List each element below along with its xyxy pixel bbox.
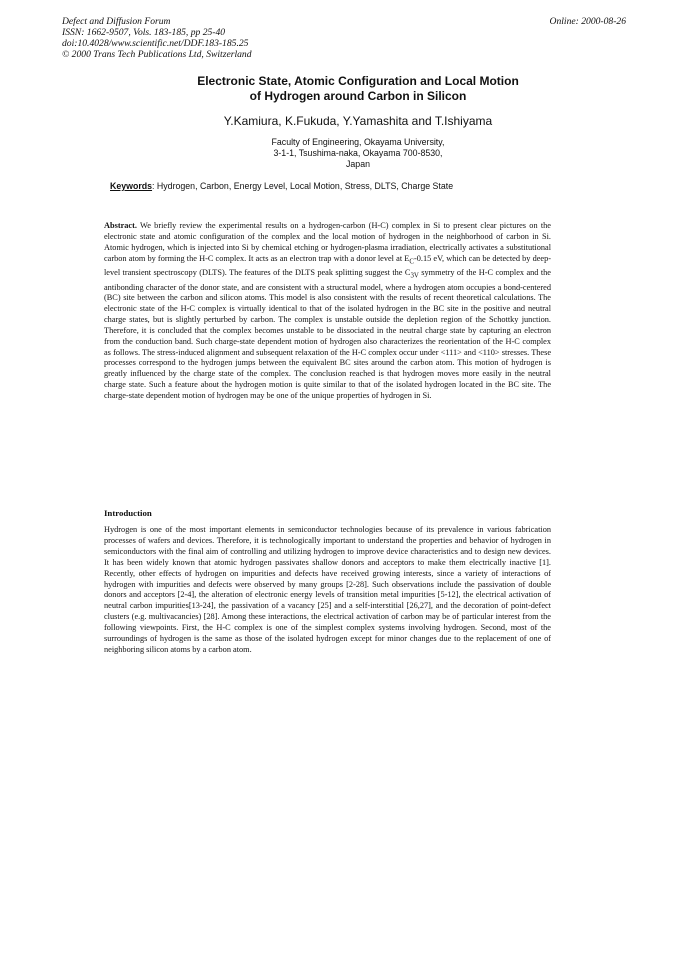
affiliation-line-2: 3-1-1, Tsushima-naka, Okayama 700-8530,: [273, 148, 443, 158]
author-list: Y.Kamiura, K.Fukuda, Y.Yamashita and T.Ishiyama: [223, 114, 493, 128]
introduction-text: Hydrogen is one of the most important elements in semiconductor technologies because of its prevalence in various fabrication processes of wafers and devices. Therefore, it is technologically important to understand the properties and behavior of hydrogen in semiconductors with the final aim of controlling and utilizing hydrogen to improve device characteristics and to design new devices. It has been widely known that atomic hydrogen passivates shallow donors and acceptors to make them electrically inactive [1]. Recently, other effects of hydrogen on impurities and defects have received growing interests, since a variety of interactions of hydrogen with impurities and defects were observed by many groups [2-28]. Such observations include the passivation of double donors and acceptors [2-4], the alteration of electronic energy levels of transition metal impurities [5-12], the electrical activation of neutral carbon impurities[13-24], the passivation of a vacancy [25] and a self-interstitial [26,27], and the decoration of point-defect clusters (e.g. multivacancies) [28]. Among these interactions, the electrical activation of carbon may be of particular interest from the following viewpoints. First, the H-C complex is one of the simplest complex systems involving hydrogen. Second, most of the surroundings of hydrogen is the same as those of the isolated hydrogen except for minor changes due to the replacement of one of neighboring silicon atoms by a carbon atom.: [104, 525, 551, 654]
keywords: [110, 181, 610, 192]
abstract-text-a: We briefly review the experimental results on a hydrogen-carbon (H-C) complex in Si to present clear pictures on the electronic state and atomic configuration of the complex and the local motion of hydrogen in the neighborhood of carbon in Si. Atomic hydrogen, which is injected into Si by chemical etching or hydrogen-plasma irradiation, electrically activates a substitutional carbon atom by forming the H-C complex. It acts as an electron trap with a donor level at E: [104, 221, 551, 263]
doi-line: doi:10.4028/www.scientific.net/DDF.183-185.25: [62, 38, 249, 49]
paper-title: [100, 74, 616, 104]
copyright-line: © 2000 Trans Tech Publications Ltd, Switzerland: [62, 49, 252, 60]
title-line-1: Electronic State, Atomic Configuration and Local Motion: [197, 74, 519, 88]
introduction-heading: Introduction: [104, 508, 152, 518]
keywords-text: : Hydrogen, Carbon, Energy Level, Local Motion, Stress, DLTS, Charge State: [152, 181, 454, 191]
online-date: Online: 2000-08-26: [549, 16, 626, 27]
abstract: [104, 221, 551, 402]
journal-name: Defect and Diffusion Forum: [62, 16, 171, 27]
title-line-2: of Hydrogen around Carbon in Silicon: [249, 89, 467, 103]
c3v-subscript: 3V: [410, 272, 419, 280]
affiliation-line-1: Faculty of Engineering, Okayama University,: [271, 137, 445, 147]
affiliation: [200, 137, 516, 170]
ec-subscript: C: [409, 258, 414, 266]
journal-header: [62, 16, 442, 60]
affiliation-line-3: Japan: [346, 159, 370, 169]
keywords-label: Keywords: [110, 181, 153, 191]
abstract-text-c: symmetry of the H-C complex and the antibonding character of the donor state, and are consistent with a structural model, where a hydrogen atom occupies a bond-centered (BC) site between the carbon and silicon atoms. This model is also consistent with the results of recent theoretical calculations. The electronic state of the H-C complex is virtually identical to that of the isolated hydrogen in the BC site in the positive and neutral charge states, but is slightly perturbed by carbon. The complex is unstable outside the depletion region of the Schottky junction. Therefore, it is concluded that the complex becomes unstable to be dissociated in the neutral charge state by capturing an electron from the conduction band. Such charge-state dependent motion of hydrogen also characterizes the reorientation of the H-C complex as follows. The stress-induced alignment and subsequent relaxation of the H-C complex occur under <111> and <110> stresses. These processes correspond to the hydrogen jumps between the equivalent BC sites around the carbon atom. This motion of hydrogen is greatly influenced by the charge state of the complex. The conclusion reached is that hydrogen moves more easily in the neutral charge state. Such a feature about the hydrogen motion is quite similar to that of the isolated hydrogen located in the BC site. The charge-state dependent motion of hydrogen may be one of the unique properties of hydrogen in Si.: [104, 268, 551, 400]
abstract-text-b: -0.15 eV, which can be detected by deep-level transient spectroscopy (DLTS). The features of the DLTS peak splitting suggest the C: [104, 253, 551, 278]
abstract-label: Abstract.: [104, 221, 137, 230]
issn-line: ISSN: 1662-9507, Vols. 183-185, pp 25-40: [62, 27, 226, 38]
